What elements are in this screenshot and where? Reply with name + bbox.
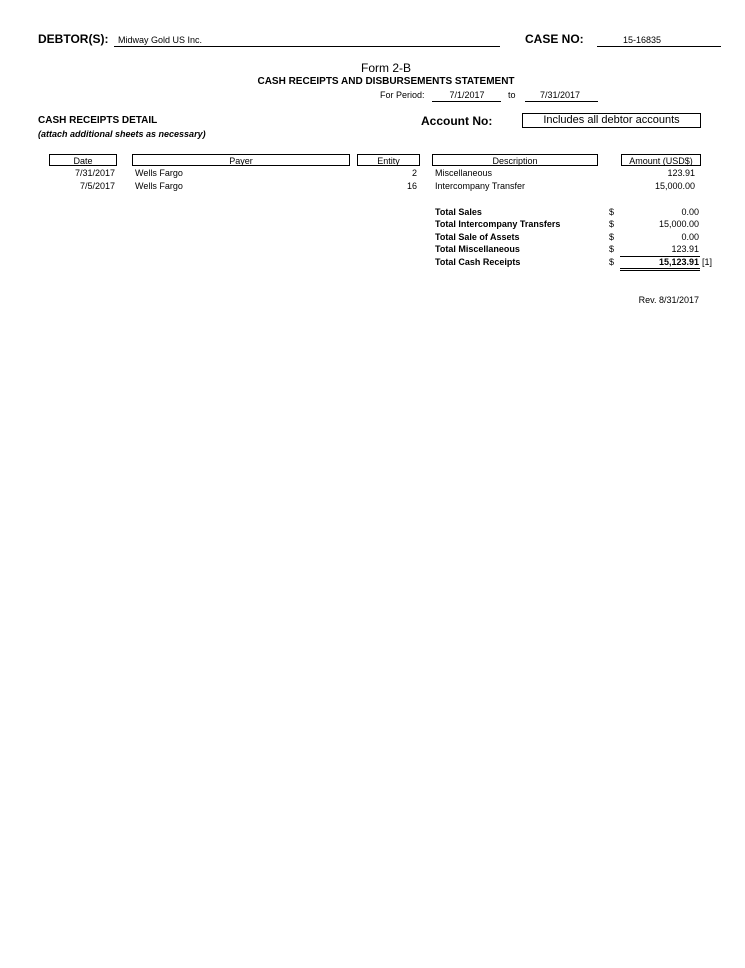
table-row-entity: 2 [411, 168, 417, 178]
total-cash-receipts-amount: 15,123.91 [658, 257, 699, 267]
col-header-amount: Amount (USD$) [621, 154, 701, 166]
account-value-box: Includes all debtor accounts [522, 113, 701, 128]
period-start: 7/1/2017 [449, 90, 485, 100]
period-end-underline [525, 101, 598, 102]
total-top-rule [620, 256, 700, 257]
table-row-date: 7/5/2017 [79, 181, 115, 191]
total-double-rule-2 [620, 270, 700, 271]
total-miscellaneous-amount: 123.91 [671, 244, 699, 254]
table-row-entity: 16 [406, 181, 417, 191]
period-start-underline [432, 101, 501, 102]
debtor-underline [114, 46, 500, 47]
total-miscellaneous-currency: $ [609, 244, 615, 254]
period-label: For Period: [380, 90, 425, 100]
section-title: CASH RECEIPTS DETAIL [38, 115, 158, 126]
total-sale-of-assets-currency: $ [609, 232, 615, 242]
table-row-amount: 15,000.00 [654, 181, 695, 191]
total-miscellaneous-label: Total Miscellaneous [435, 244, 520, 254]
debtor-label: DEBTOR(S): [38, 32, 109, 46]
total-sale-of-assets-amount: 0.00 [681, 232, 699, 242]
statement-title: CASH RECEIPTS AND DISBURSEMENTS STATEMENT [257, 76, 515, 87]
case-number: 15-16835 [623, 35, 662, 45]
total-cash-receipts-currency: $ [609, 257, 615, 267]
case-label: CASE NO: [525, 32, 584, 46]
col-header-entity: Entity [357, 154, 420, 166]
total-intercompany-label: Total Intercompany Transfers [435, 219, 561, 229]
total-intercompany-currency: $ [609, 219, 615, 229]
period-end: 7/31/2017 [539, 90, 581, 100]
form-title: Form 2-B [360, 61, 411, 75]
table-row-amount: 123.91 [667, 168, 695, 178]
total-intercompany-amount: 15,000.00 [658, 219, 699, 229]
col-header-description: Description [432, 154, 598, 166]
total-sale-of-assets-label: Total Sale of Assets [435, 232, 520, 242]
table-row-description: Miscellaneous [435, 168, 493, 178]
case-underline [597, 46, 721, 47]
table-row-payer: Wells Fargo [135, 168, 183, 178]
table-row-description: Intercompany Transfer [435, 181, 526, 191]
revision-date: Rev. 8/31/2017 [638, 295, 699, 305]
total-sales-currency: $ [609, 207, 615, 217]
period-to: to [508, 90, 516, 100]
total-sales-amount: 0.00 [681, 207, 699, 217]
col-header-date: Date [49, 154, 117, 166]
account-label: Account No: [421, 114, 493, 128]
table-row-payer: Wells Fargo [135, 181, 183, 191]
total-sales-label: Total Sales [435, 207, 482, 217]
col-header-payer: Payer [132, 154, 350, 166]
debtor-name: Midway Gold US Inc. [118, 35, 203, 45]
total-cash-receipts-label: Total Cash Receipts [435, 257, 521, 267]
total-double-rule-1 [620, 268, 700, 269]
section-subtitle: (attach additional sheets as necessary) [38, 129, 206, 139]
footnote-marker: [1] [702, 257, 713, 267]
table-row-date: 7/31/2017 [74, 168, 115, 178]
